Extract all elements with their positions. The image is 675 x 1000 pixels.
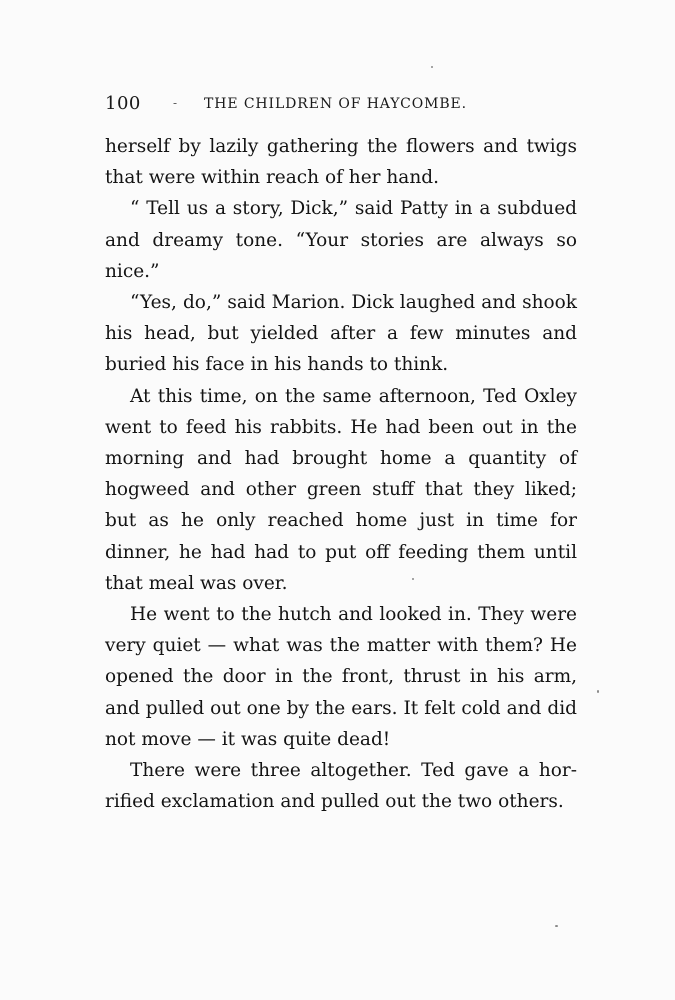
paragraph: He went to the hutch and looked in. They were very quiet — what was the matter with them? He opened the door in the front, thrust in his arm, and pulled out one by the ears. It felt cold and did not move — it was quite dead! (105, 604, 577, 750)
scan-speck (555, 925, 558, 927)
paragraph: “ Tell us a story, Dick,” said Patty in a subdued and dreamy tone. “Your stories are always so nice.” (105, 198, 577, 282)
header-dash: - (173, 96, 178, 110)
body-text (105, 131, 577, 817)
scan-speck (597, 690, 599, 693)
scan-speck (431, 66, 433, 68)
paragraph-continued: herself by lazily gathering the flowers and twigs that were within reach of her hand. (105, 136, 577, 189)
page-header (105, 93, 577, 117)
paragraph: There were three altogether. Ted gave a horrified exclamation and pulled out the two others. (105, 760, 577, 813)
page-number: 100 (105, 93, 141, 114)
paragraph: “Yes, do,” said Marion. Dick laughed and shook his head, but yielded after a few minutes and buried his face in his hands to think. (105, 292, 577, 376)
scan-speck (412, 578, 414, 580)
running-title: THE CHILDREN OF HAYCOMBE. (204, 96, 468, 112)
paragraph: At this time, on the same afternoon, Ted Oxley went to feed his rabbits. He had been out in the morning and had brought home a quantity of hogweed and other green stuff that they liked; but as he only reached home just in time for dinner, he had had to put off feeding them until that meal was over. (105, 385, 577, 594)
